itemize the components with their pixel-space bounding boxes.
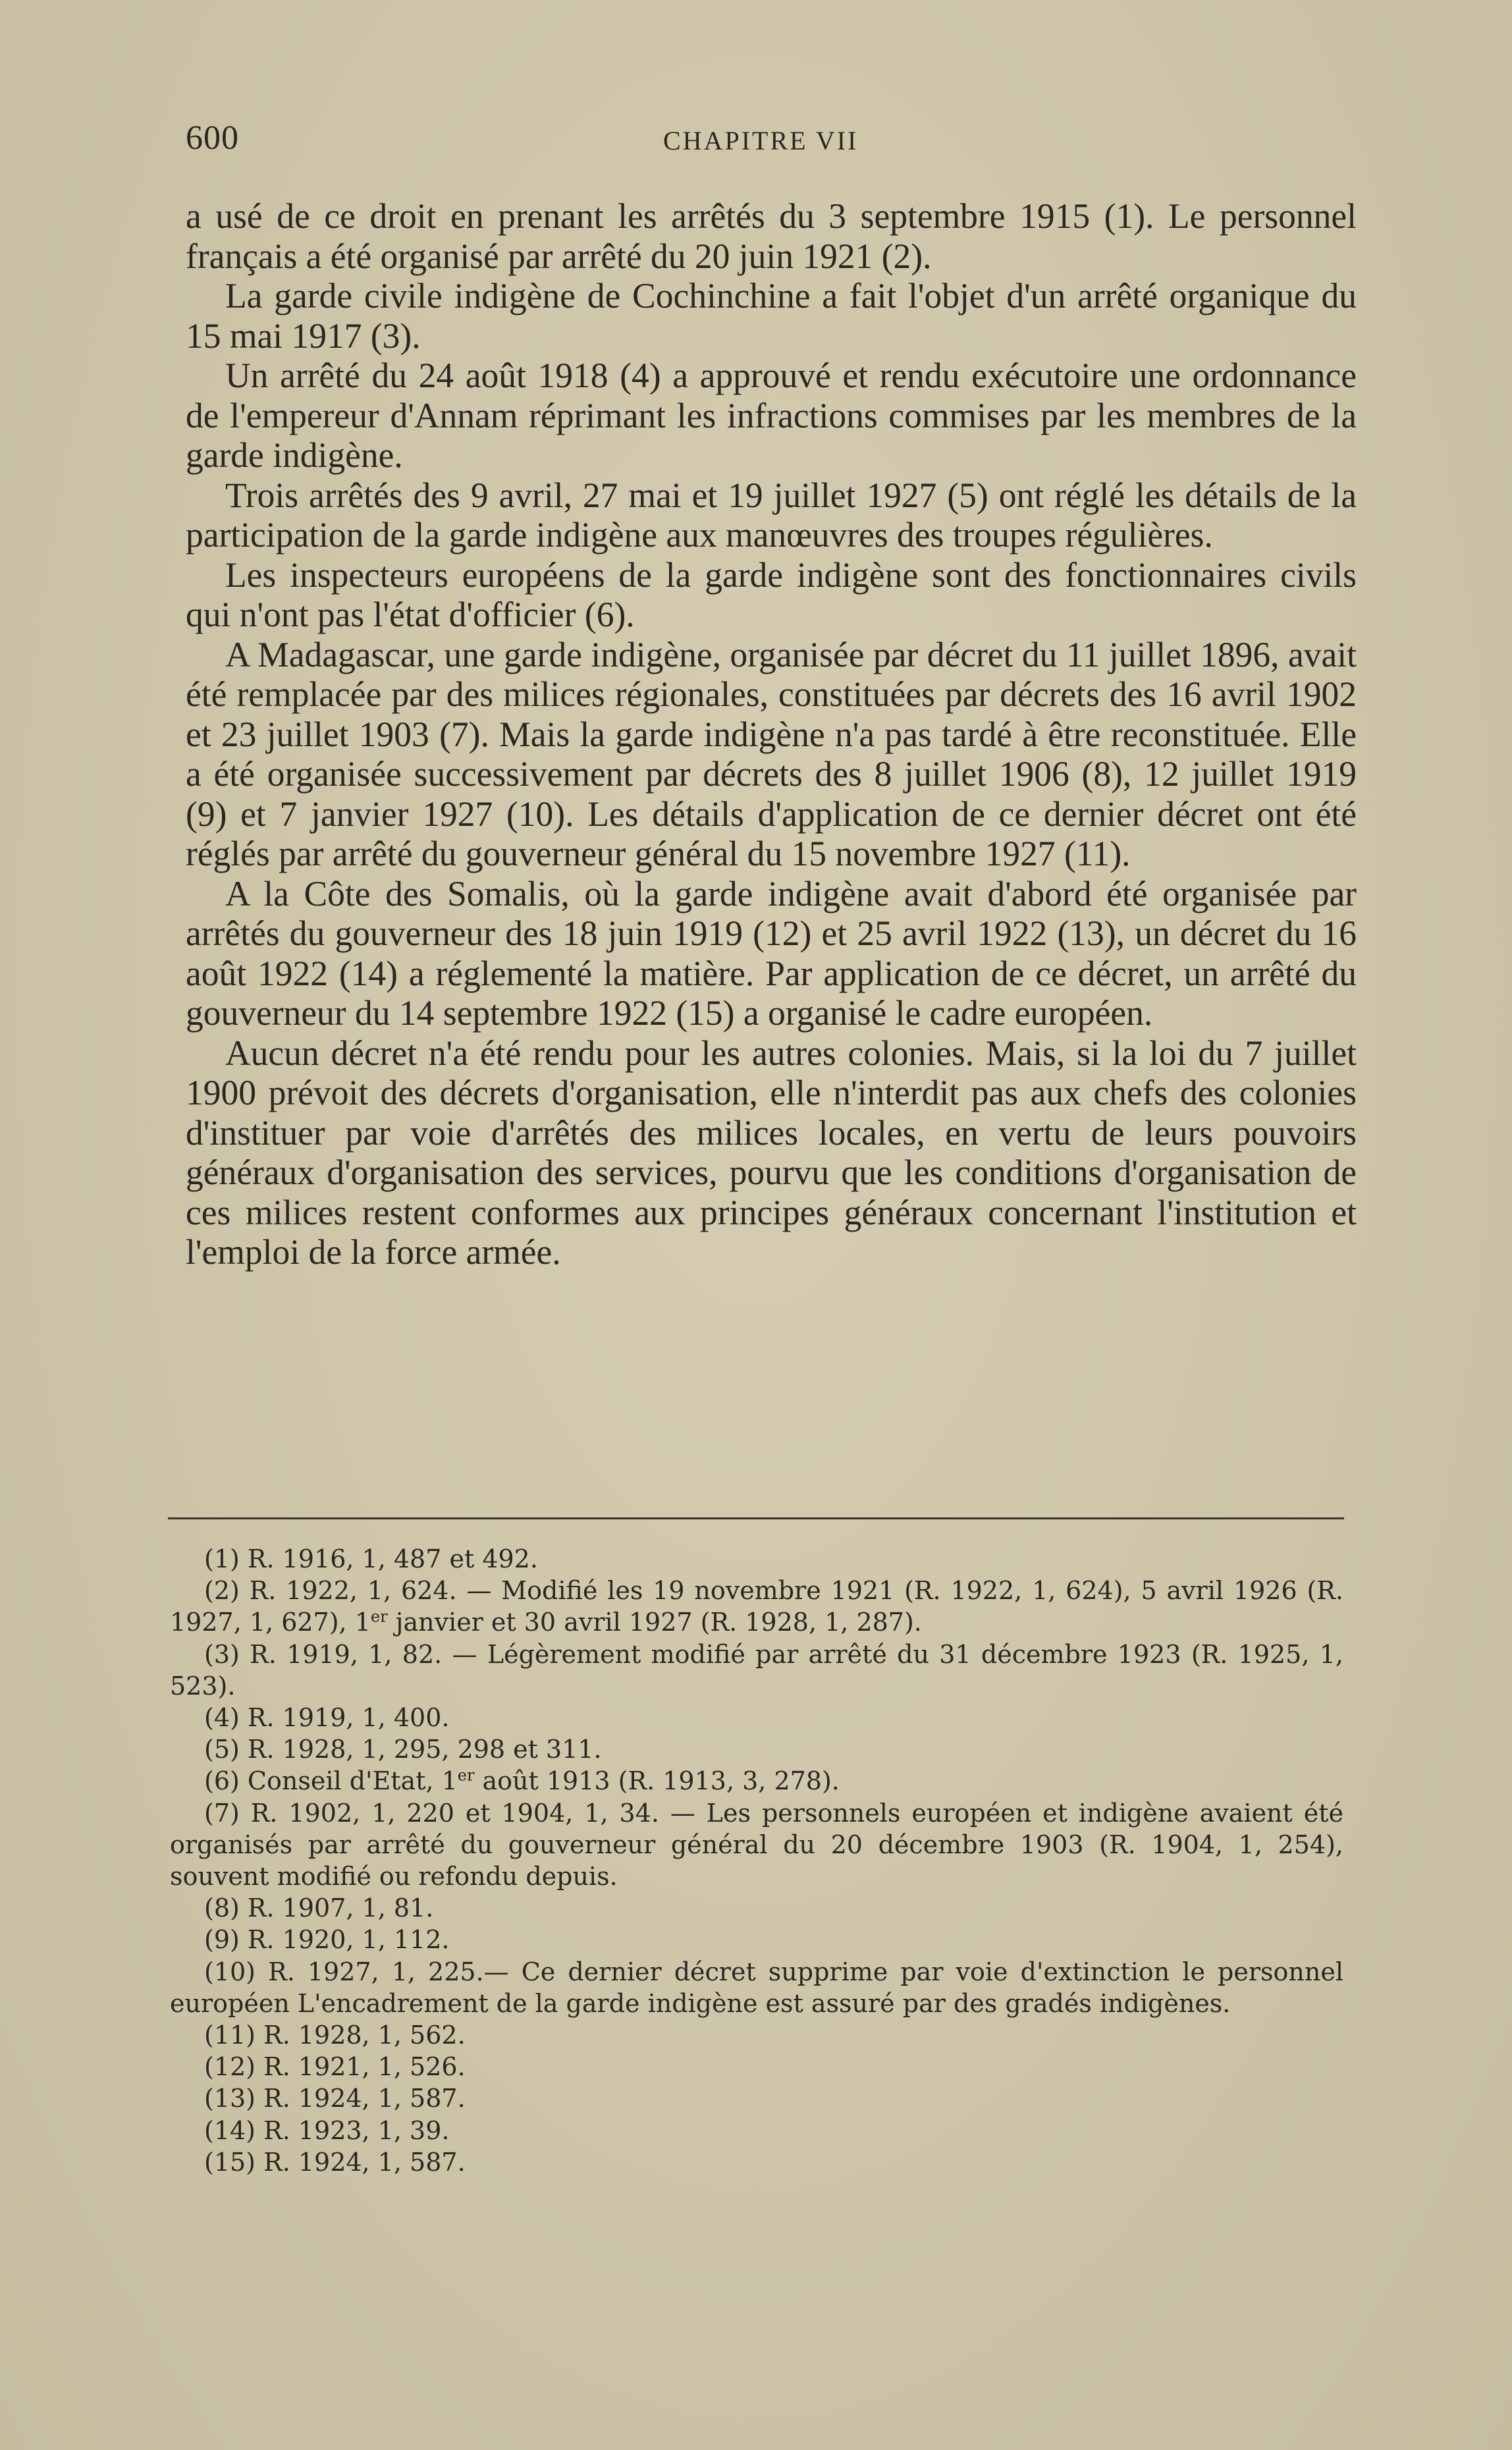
main-text bbox=[186, 196, 1357, 1272]
paragraph-7: A la Côte des Somalis, où la garde indigène avait d'abord été organisée par arrêtés du gouverneur des 18 juin 1919 (12) et 25 avril 1922 (13), un décret du 16 août 1922 (14) a réglementé la matière. Par application de ce décret, un arrêté du gouverneur du 14 septembre 1922 (15) a organisé le cadre européen. bbox=[186, 873, 1357, 1033]
paragraph-2: La garde civile indigène de Cochinchine a fait l'objet d'un arrêté organique du 15 mai 1917 (3). bbox=[186, 276, 1357, 356]
paragraph-6: A Madagascar, une garde indigène, organisée par décret du 11 juillet 1896, avait été remplacée par des milices régionales, constituées par décrets des 16 avril 1902 et 23 juillet 1903 (7). Mais la garde indigène n'a pas tardé à être reconstituée. Elle a été organisée successivement par décrets des 8 juillet 1906 (8), 12 juillet 1919 (9) et 7 janvier 1927 (10). Les détails d'application de ce dernier décret ont été réglés par arrêté du gouverneur général du 15 novembre 1927 (11). bbox=[186, 634, 1357, 873]
footnote-5: (5) R. 1928, 1, 295, 298 et 311. bbox=[204, 1735, 602, 1764]
page-header bbox=[186, 119, 1358, 165]
footnote-2-text-a: (2) R. 1922, 1, 624. — Modifié les 19 novembre 1921 (R. 1922, 1, 624), 5 avril 1926 (R. 1927, 1, 627), 1 bbox=[170, 1576, 1343, 1637]
footnote-6 bbox=[170, 1765, 1343, 1797]
running-title: CHAPITRE VII bbox=[663, 126, 859, 155]
page-number: 600 bbox=[186, 119, 239, 157]
footnote-6-superscript: er bbox=[457, 1766, 475, 1785]
paragraph-8: Aucun décret n'a été rendu pour les autres colonies. Mais, si la loi du 7 juillet 1900 prévoit des décrets d'organisation, elle n'interdit pas aux chefs des colonies d'instituer par voie d'arrêtés des milices locales, en vertu de leurs pouvoirs généraux d'organisation des services, pourvu que les conditions d'organisation de ces milices restent conformes aux principes généraux concernant l'institution et l'emploi de la force armée. bbox=[186, 1033, 1357, 1272]
footnote-6-text-a: (6) Conseil d'Etat, 1 bbox=[204, 1766, 458, 1796]
footnote-2-superscript: er bbox=[370, 1607, 388, 1626]
paragraph-3: Un arrêté du 24 août 1918 (4) a approuvé et rendu exécutoire une ordonnance de l'empereur d'Annam réprimant les infractions commises par les membres de la garde indigène. bbox=[186, 356, 1357, 475]
footnote-13: (13) R. 1924, 1, 587. bbox=[204, 2084, 466, 2113]
footnote-6-text-b: août 1913 (R. 1913, 3, 278). bbox=[474, 1766, 840, 1796]
footnote-9: (9) R. 1920, 1, 112. bbox=[204, 1925, 450, 1955]
footnote-divider bbox=[168, 1517, 1344, 1519]
footnote-11: (11) R. 1928, 1, 562. bbox=[204, 2021, 466, 2050]
footnote-14: (14) R. 1923, 1, 39. bbox=[204, 2115, 450, 2145]
footnote-2 bbox=[170, 1575, 1343, 1638]
footnote-10: (10) R. 1927, 1, 225.— Ce dernier décret supprime par voie d'extinction le personnel européen L'encadrement de la garde indigène est assuré par des gradés indigènes. bbox=[170, 1957, 1343, 2018]
footnote-1: (1) R. 1916, 1, 487 et 492. bbox=[204, 1544, 538, 1573]
footnotes bbox=[170, 1543, 1343, 2178]
paragraph-4: Trois arrêtés des 9 avril, 27 mai et 19 juillet 1927 (5) ont réglé les détails de la participation de la garde indigène aux manœuvres des troupes régulières. bbox=[186, 475, 1357, 555]
paragraph-1: a usé de ce droit en prenant les arrêtés du 3 septembre 1915 (1). Le personnel français a été organisé par arrêté du 20 juin 1921 (2). bbox=[186, 196, 1357, 276]
footnote-7: (7) R. 1902, 1, 220 et 1904, 1, 34. — Les personnels européen et indigène avaient été organisés par arrêté du gouverneur général du 20 décembre 1903 (R. 1904, 1, 254), souvent modifié ou refondu depuis. bbox=[170, 1798, 1343, 1892]
footnote-3: (3) R. 1919, 1, 82. — Légèrement modifié par arrêté du 31 décembre 1923 (R. 1925, 1, 523). bbox=[170, 1639, 1343, 1701]
paragraph-5: Les inspecteurs européens de la garde indigène sont des fonctionnaires civils qui n'ont pas l'état d'officier (6). bbox=[186, 555, 1357, 634]
footnote-12: (12) R. 1921, 1, 526. bbox=[204, 2052, 466, 2082]
footnote-2-text-b: janvier et 30 avril 1927 (R. 1928, 1, 287). bbox=[387, 1608, 922, 1637]
footnote-4: (4) R. 1919, 1, 400. bbox=[204, 1703, 450, 1733]
footnote-15: (15) R. 1924, 1, 587. bbox=[204, 2147, 466, 2177]
footnote-8: (8) R. 1907, 1, 81. bbox=[204, 1893, 434, 1923]
